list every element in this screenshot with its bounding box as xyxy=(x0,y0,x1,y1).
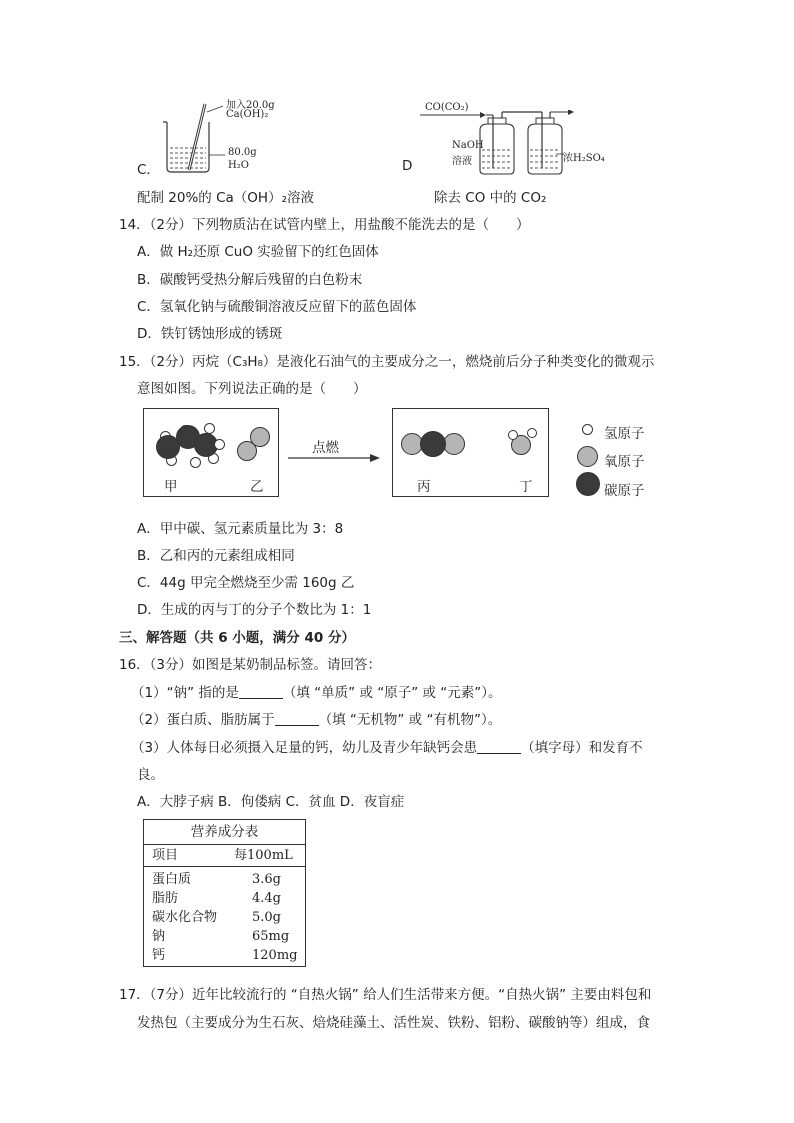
hydrogen-atom xyxy=(527,428,537,438)
table-row xyxy=(144,927,305,946)
q15-option-a: A．甲中碳、氢元素质量比为 3：8 xyxy=(137,521,344,537)
oxygen-atom xyxy=(443,433,465,455)
nutrient-name: 钠 xyxy=(152,929,166,944)
solution-label: 溶液 xyxy=(452,156,472,167)
q14-option-a: A．做 H₂还原 CuO 实验留下的红色固体 xyxy=(137,244,379,260)
legend-carbon: 碳原子 xyxy=(604,483,645,499)
nutrition-table-title: 营养成分表 xyxy=(144,820,305,845)
nutrition-table-header xyxy=(144,845,305,867)
carbon-legend-icon xyxy=(576,472,600,496)
q16-part2-hint: （填 “无机物” 或 “有机物”）。 xyxy=(318,712,502,728)
nutrient-name: 碳水化合物 xyxy=(152,910,218,925)
option-c-letter: C． xyxy=(137,162,160,178)
q15-stem-line2: 意图如图。下列说法正确的是（ ） xyxy=(137,381,367,397)
q17-line1: 17．（7分）近年比较流行的 “自热火锅” 给人们生活带来方便。“自热火锅” 主要由料包和 xyxy=(119,987,652,1003)
water-label: H₂O xyxy=(228,160,249,171)
q14-option-b: B．碳酸钙受热分解后残留的白色粉末 xyxy=(137,272,363,288)
answer-blank[interactable] xyxy=(275,713,319,726)
products-box xyxy=(392,408,549,497)
hydrogen-atom xyxy=(508,430,518,440)
nutrient-value: 120mg xyxy=(252,948,298,963)
hydrogen-atom xyxy=(214,439,225,450)
nutrient-name: 钙 xyxy=(152,948,166,963)
reaction-arrow xyxy=(286,452,382,464)
q14-option-c: C．氢氧化钠与硫酸铜溶液反应留下的蓝色固体 xyxy=(137,299,417,315)
gas-washing-bottles xyxy=(418,110,588,180)
ignite-label: 点燃 xyxy=(312,440,339,456)
label-ding: 丁 xyxy=(519,479,533,495)
table-row xyxy=(144,870,305,889)
table-row xyxy=(144,946,305,965)
q15-option-b: B．乙和丙的元素组成相同 xyxy=(137,548,295,564)
table-row xyxy=(144,908,305,927)
gas-mixture-label: CO(CO₂) xyxy=(425,102,469,113)
label-bing: 丙 xyxy=(417,479,431,495)
water-mass-label: 80.0g xyxy=(228,147,257,158)
q14-stem: 14．（2分）下列物质沾在试管内壁上，用盐酸不能洗去的是（ ） xyxy=(119,217,530,233)
option-d-caption: 除去 CO 中的 CO₂ xyxy=(434,190,547,206)
q16-part3-text: （3）人体每日必须摄入足量的钙，幼儿及青少年缺钙会患 xyxy=(131,740,478,756)
table-row xyxy=(144,889,305,908)
answer-blank[interactable] xyxy=(477,741,521,754)
answer-blank[interactable] xyxy=(239,686,283,699)
q16-part3-hint: （填字母）和发育不 xyxy=(521,740,643,756)
q16-part2 xyxy=(131,708,501,728)
legend-hydrogen: 氢原子 xyxy=(604,426,645,442)
legend-oxygen: 氧原子 xyxy=(604,454,645,470)
q16-part2-text: （2）蛋白质、脂肪属于 xyxy=(131,712,275,728)
q16-part1-text: （1）“钠” 指的是 xyxy=(131,685,239,701)
naoh-label: NaOH xyxy=(452,140,484,151)
q15-option-d: D．生成的丙与丁的分子个数比为 1：1 xyxy=(137,602,372,618)
q17-line2: 发热包（主要成分为生石灰、焙烧硅藻土、活性炭、铁粉、铝粉、碳酸钠等）组成，食 xyxy=(137,1015,650,1031)
label-yi: 乙 xyxy=(250,479,264,495)
q14-option-d: D．铁钉锈蚀形成的锈斑 xyxy=(137,326,283,342)
q16-part3-cont: 良。 xyxy=(137,767,164,783)
nutrient-name: 脂肪 xyxy=(152,891,179,906)
nutrient-value: 5.0g xyxy=(252,910,281,925)
oxygen-legend-icon xyxy=(577,446,598,467)
add-amount-label: 加入20.0g xyxy=(226,100,275,111)
reactants-box xyxy=(143,408,279,497)
hydrogen-atom xyxy=(190,457,201,468)
col-item: 项目 xyxy=(152,848,179,863)
option-c-caption: 配制 20%的 Ca（OH）₂溶液 xyxy=(137,190,314,206)
carbon-atom xyxy=(420,431,446,457)
col-per-100ml: 每100mL xyxy=(234,848,293,863)
q16-part1 xyxy=(131,681,502,701)
oxygen-atom xyxy=(250,427,270,447)
caoh2-label: Ca(OH)₂ xyxy=(226,109,269,120)
option-d-letter: D xyxy=(402,158,413,174)
label-jia: 甲 xyxy=(164,479,178,495)
q16-options: A．大脖子病 B．佝偻病 C．贫血 D．夜盲症 xyxy=(137,794,405,810)
q15-option-c: C．44g 甲完全燃烧至少需 160g 乙 xyxy=(137,575,355,591)
nutrient-value: 4.4g xyxy=(252,891,281,906)
sulfuric-acid-label: 浓H₂SO₄ xyxy=(563,153,605,164)
q16-part3 xyxy=(131,736,643,756)
nutrient-value: 3.6g xyxy=(252,872,281,887)
q16-stem: 16．（3分）如图是某奶制品标签。请回答： xyxy=(119,657,382,673)
nutrition-table xyxy=(143,819,306,967)
nutrient-value: 65mg xyxy=(252,929,290,944)
hydrogen-legend-icon xyxy=(582,424,593,435)
q16-part1-hint: （填 “单质” 或 “原子” 或 “元素”）。 xyxy=(282,685,502,701)
q15-stem-line1: 15．（2分）丙烷（C₃H₈）是液化石油气的主要成分之一，燃烧前后分子种类变化的微观示 xyxy=(119,354,655,370)
nutrient-name: 蛋白质 xyxy=(152,872,192,887)
nutrition-table-body xyxy=(144,867,305,965)
section-heading: 三、解答题（共 6 小题，满分 40 分） xyxy=(119,630,355,646)
